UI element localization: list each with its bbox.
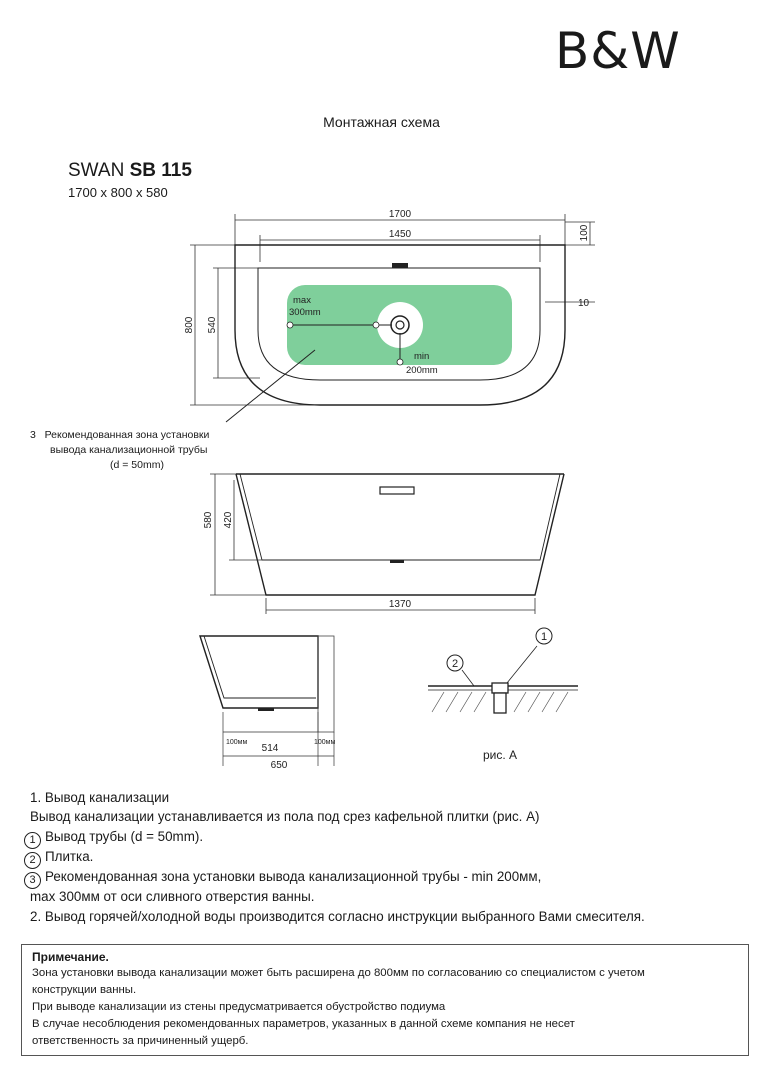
page-title: Монтажная схема xyxy=(323,114,440,130)
dim-inner-height: 420 xyxy=(223,511,234,529)
dim-base-length: 1370 xyxy=(388,599,412,610)
dim-total-width: 650 xyxy=(270,760,288,771)
min-value: 200mm xyxy=(406,365,438,376)
note-drain-heading: 1. Вывод канализации xyxy=(30,790,170,805)
dim-width-inner: 1450 xyxy=(388,229,412,240)
zone-callout: 3 Рекомендованная зона установки вывода канализационной трубы (d = 50mm) xyxy=(30,429,210,471)
note-item-2: 2 Плитка. xyxy=(24,849,93,869)
end-and-detail-drawing xyxy=(0,620,763,790)
detail-marker-1: 1 xyxy=(540,631,548,643)
note-water: 2. Вывод горячей/холодной воды производится согласно инструкции выбранного Вами смесителя. xyxy=(30,909,645,924)
remark-title: Примечание. xyxy=(32,950,109,964)
remark-line-5: ответственность за причиненный ущерб. xyxy=(32,1035,249,1047)
note-item-3-cont: max 300мм от оси сливного отверстия ванны. xyxy=(30,889,315,904)
remark-box xyxy=(21,944,749,1056)
remark-line-4: В случае несоблюдения рекомендованных параметров, указанных в данной схеме компания не несет xyxy=(32,1018,575,1030)
remark-line-3: При выводе канализации из стены предусматривается обустройство подиума xyxy=(32,1001,446,1013)
dim-depth: 800 xyxy=(184,316,195,334)
remark-line-2: конструкции ванны. xyxy=(32,984,137,996)
remark-line-1: Зона установки вывода канализации может быть расширена до 800мм по согласованию со специалистом с учетом xyxy=(32,967,645,979)
model-name: SWAN SB 115 xyxy=(68,160,192,181)
dim-wall-gap: 10 xyxy=(578,298,590,309)
brand-logo: B&W xyxy=(555,22,681,80)
dim-base-width: 514 xyxy=(261,743,279,754)
note-item-1: 1 Вывод трубы (d = 50mm). xyxy=(24,829,203,849)
dim-height: 580 xyxy=(203,511,214,529)
note-drain-text: Вывод канализации устанавливается из пола под срез кафельной плитки (рис. А) xyxy=(30,809,540,824)
model-dimensions: 1700 x 800 x 580 xyxy=(68,185,168,200)
end-left-gap: 100мм xyxy=(226,739,248,746)
dim-inner-depth: 540 xyxy=(207,316,218,334)
min-label: min xyxy=(414,351,430,362)
end-right-gap: 100мм xyxy=(314,739,336,746)
note-item-3: 3 Рекомендованная зона установки вывода канализационной трубы - min 200мм, xyxy=(24,869,541,889)
dim-rim: 100 xyxy=(579,224,590,242)
max-value: 300mm xyxy=(289,307,321,318)
detail-marker-2: 2 xyxy=(451,658,459,670)
dim-width-outer: 1700 xyxy=(388,209,412,220)
max-label: max xyxy=(293,295,311,306)
detail-label: рис. А xyxy=(482,748,518,762)
